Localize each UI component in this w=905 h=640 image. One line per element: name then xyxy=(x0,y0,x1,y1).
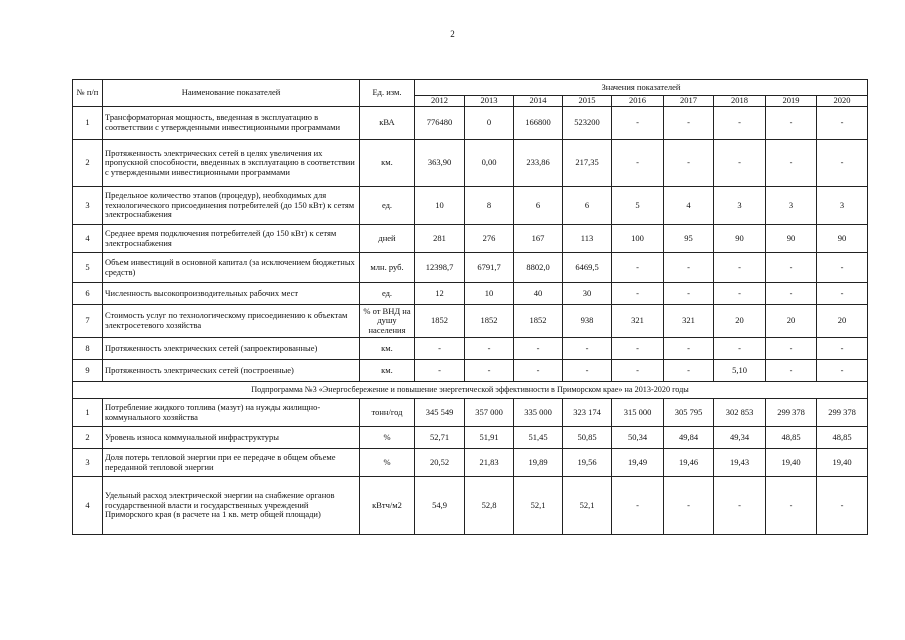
value-cell: - xyxy=(514,338,563,360)
value-cell: 19,46 xyxy=(664,449,714,477)
value-cell: - xyxy=(766,253,817,283)
value-cell: 113 xyxy=(563,225,612,253)
value-cell: 19,49 xyxy=(612,449,664,477)
value-cell: 51,45 xyxy=(514,427,563,449)
indicator-name: Потребление жидкого топлива (мазут) на нужды жилищно-коммунального хозяйства xyxy=(103,399,360,427)
value-cell: - xyxy=(817,107,868,140)
unit-cell: км. xyxy=(360,338,415,360)
value-cell: 1852 xyxy=(465,305,514,338)
value-cell: - xyxy=(612,360,664,382)
header-name: Наименование показателей xyxy=(103,80,360,107)
table-header-row xyxy=(73,80,868,96)
unit-cell: млн. руб. xyxy=(360,253,415,283)
value-cell: - xyxy=(563,338,612,360)
value-cell: - xyxy=(612,477,664,535)
row-number: 2 xyxy=(73,427,103,449)
year-header: 2012 xyxy=(415,96,465,107)
value-cell: 12 xyxy=(415,283,465,305)
value-cell: - xyxy=(465,360,514,382)
value-cell: - xyxy=(714,140,766,187)
value-cell: 100 xyxy=(612,225,664,253)
unit-cell: тонн/год xyxy=(360,399,415,427)
row-number: 8 xyxy=(73,338,103,360)
year-header: 2013 xyxy=(465,96,514,107)
value-cell: 776480 xyxy=(415,107,465,140)
value-cell: - xyxy=(612,253,664,283)
value-cell: 30 xyxy=(563,283,612,305)
value-cell: 1852 xyxy=(415,305,465,338)
value-cell: 299 378 xyxy=(817,399,868,427)
value-cell: 363,90 xyxy=(415,140,465,187)
indicator-name: Доля потерь тепловой энергии при ее передаче в общем объеме переданной тепловой энергии xyxy=(103,449,360,477)
indicator-name: Удельный расход электрической энергии на снабжение органов государственной власти и государственных учреждений Приморского края (в расчете на 1 кв. метр общей площади) xyxy=(103,477,360,535)
indicator-name: Протяженность электрических сетей (построенные) xyxy=(103,360,360,382)
value-cell: 48,85 xyxy=(766,427,817,449)
unit-cell: % xyxy=(360,427,415,449)
value-cell: 54,9 xyxy=(415,477,465,535)
value-cell: 321 xyxy=(612,305,664,338)
value-cell: 19,40 xyxy=(766,449,817,477)
value-cell: - xyxy=(612,107,664,140)
value-cell: 233,86 xyxy=(514,140,563,187)
value-cell: 52,71 xyxy=(415,427,465,449)
value-cell: 3 xyxy=(714,187,766,225)
indicator-name: Численность высокопроизводительных рабочих мест xyxy=(103,283,360,305)
row-number: 9 xyxy=(73,360,103,382)
value-cell: - xyxy=(714,253,766,283)
indicator-name: Протяженность электрических сетей в целях увеличения их пропускной способности, введенных в эксплуатацию в соответствии с утвержденными инвестиционными программами xyxy=(103,140,360,187)
year-header: 2017 xyxy=(664,96,714,107)
row-number: 2 xyxy=(73,140,103,187)
value-cell: - xyxy=(612,283,664,305)
year-header: 2020 xyxy=(817,96,868,107)
value-cell: 4 xyxy=(664,187,714,225)
value-cell: 49,84 xyxy=(664,427,714,449)
unit-cell: км. xyxy=(360,360,415,382)
header-values-title: Значения показателей xyxy=(415,80,868,96)
row-number: 4 xyxy=(73,477,103,535)
indicator-name: Объем инвестиций в основной капитал (за исключением бюджетных средств) xyxy=(103,253,360,283)
value-cell: 5,10 xyxy=(714,360,766,382)
value-cell: - xyxy=(612,338,664,360)
value-cell: - xyxy=(817,253,868,283)
value-cell: - xyxy=(514,360,563,382)
value-cell: - xyxy=(766,338,817,360)
value-cell: - xyxy=(714,107,766,140)
year-header: 2015 xyxy=(563,96,612,107)
unit-cell: % от ВНД на душу населения xyxy=(360,305,415,338)
row-number: 5 xyxy=(73,253,103,283)
value-cell: 3 xyxy=(817,187,868,225)
value-cell: 3 xyxy=(766,187,817,225)
value-cell: 6791,7 xyxy=(465,253,514,283)
value-cell: 50,85 xyxy=(563,427,612,449)
value-cell: 8 xyxy=(465,187,514,225)
value-cell: - xyxy=(766,283,817,305)
row-number: 4 xyxy=(73,225,103,253)
table-row xyxy=(73,187,868,225)
table-row xyxy=(73,305,868,338)
value-cell: - xyxy=(664,283,714,305)
value-cell: 217,35 xyxy=(563,140,612,187)
value-cell: 50,34 xyxy=(612,427,664,449)
year-header: 2016 xyxy=(612,96,664,107)
value-cell: - xyxy=(465,338,514,360)
value-cell: 321 xyxy=(664,305,714,338)
value-cell: 20 xyxy=(766,305,817,338)
section-row xyxy=(73,382,868,399)
indicators-table xyxy=(72,79,868,535)
value-cell: 1852 xyxy=(514,305,563,338)
row-number: 1 xyxy=(73,399,103,427)
page-number: 2 xyxy=(450,29,455,39)
unit-cell: км. xyxy=(360,140,415,187)
value-cell: 938 xyxy=(563,305,612,338)
value-cell: - xyxy=(817,283,868,305)
table-row xyxy=(73,449,868,477)
table-row xyxy=(73,427,868,449)
value-cell: 52,8 xyxy=(465,477,514,535)
value-cell: 90 xyxy=(817,225,868,253)
value-cell: 0 xyxy=(465,107,514,140)
value-cell: 281 xyxy=(415,225,465,253)
indicator-name: Среднее время подключения потребителей (до 150 кВт) к сетям электроснабжения xyxy=(103,225,360,253)
value-cell: - xyxy=(415,338,465,360)
table-row xyxy=(73,107,868,140)
value-cell: - xyxy=(766,360,817,382)
value-cell: 49,34 xyxy=(714,427,766,449)
value-cell: 10 xyxy=(415,187,465,225)
table-body xyxy=(73,107,868,535)
value-cell: - xyxy=(664,140,714,187)
value-cell: - xyxy=(664,253,714,283)
value-cell: 90 xyxy=(714,225,766,253)
row-number: 3 xyxy=(73,449,103,477)
value-cell: 12398,7 xyxy=(415,253,465,283)
value-cell: 19,40 xyxy=(817,449,868,477)
table-row xyxy=(73,225,868,253)
table-row xyxy=(73,477,868,535)
value-cell: 167 xyxy=(514,225,563,253)
year-header: 2014 xyxy=(514,96,563,107)
value-cell: - xyxy=(664,360,714,382)
value-cell: 335 000 xyxy=(514,399,563,427)
value-cell: 19,56 xyxy=(563,449,612,477)
value-cell: 6469,5 xyxy=(563,253,612,283)
value-cell: 345 549 xyxy=(415,399,465,427)
value-cell: - xyxy=(766,107,817,140)
value-cell: 51,91 xyxy=(465,427,514,449)
row-number: 6 xyxy=(73,283,103,305)
value-cell: - xyxy=(714,283,766,305)
value-cell: - xyxy=(817,360,868,382)
value-cell: 315 000 xyxy=(612,399,664,427)
table-row xyxy=(73,399,868,427)
value-cell: 276 xyxy=(465,225,514,253)
table-row xyxy=(73,338,868,360)
value-cell: - xyxy=(817,477,868,535)
value-cell: 52,1 xyxy=(563,477,612,535)
value-cell: 10 xyxy=(465,283,514,305)
row-number: 3 xyxy=(73,187,103,225)
table-row xyxy=(73,140,868,187)
value-cell: 8802,0 xyxy=(514,253,563,283)
unit-cell: кВтч/м2 xyxy=(360,477,415,535)
indicator-name: Трансформаторная мощность, введенная в эксплуатацию в соответствии с утвержденными инвестиционными программами xyxy=(103,107,360,140)
section-title: Подпрограмма №3 «Энергосбережение и повышение энергетической эффективности в Приморском крае» на 2013-2020 годы xyxy=(73,382,868,399)
row-number: 7 xyxy=(73,305,103,338)
value-cell: 20 xyxy=(817,305,868,338)
value-cell: - xyxy=(664,338,714,360)
value-cell: 166800 xyxy=(514,107,563,140)
header-num: № п/п xyxy=(73,80,103,107)
table-row xyxy=(73,253,868,283)
indicator-name: Протяженность электрических сетей (запроектированные) xyxy=(103,338,360,360)
value-cell: 20,52 xyxy=(415,449,465,477)
indicator-name: Предельное количество этапов (процедур), необходимых для технологического присоединения потребителей (до 150 кВт) к сетям электроснабжения xyxy=(103,187,360,225)
value-cell: 299 378 xyxy=(766,399,817,427)
row-number: 1 xyxy=(73,107,103,140)
value-cell: 6 xyxy=(514,187,563,225)
table-row xyxy=(73,360,868,382)
value-cell: 52,1 xyxy=(514,477,563,535)
value-cell: 323 174 xyxy=(563,399,612,427)
value-cell: - xyxy=(766,140,817,187)
value-cell: - xyxy=(563,360,612,382)
value-cell: - xyxy=(817,338,868,360)
value-cell: 0,00 xyxy=(465,140,514,187)
value-cell: 6 xyxy=(563,187,612,225)
indicator-name: Стоимость услуг по технологическому присоединению к объектам электросетевого хозяйства xyxy=(103,305,360,338)
unit-cell: ед. xyxy=(360,187,415,225)
value-cell: 20 xyxy=(714,305,766,338)
value-cell: - xyxy=(612,140,664,187)
value-cell: 5 xyxy=(612,187,664,225)
table-row xyxy=(73,283,868,305)
value-cell: 523200 xyxy=(563,107,612,140)
year-header: 2019 xyxy=(766,96,817,107)
value-cell: - xyxy=(415,360,465,382)
value-cell: 305 795 xyxy=(664,399,714,427)
unit-cell: % xyxy=(360,449,415,477)
value-cell: 95 xyxy=(664,225,714,253)
value-cell: - xyxy=(714,338,766,360)
value-cell: - xyxy=(664,477,714,535)
header-unit: Ед. изм. xyxy=(360,80,415,107)
value-cell: - xyxy=(817,140,868,187)
value-cell: 90 xyxy=(766,225,817,253)
value-cell: - xyxy=(664,107,714,140)
unit-cell: ед. xyxy=(360,283,415,305)
year-header: 2018 xyxy=(714,96,766,107)
value-cell: 21,83 xyxy=(465,449,514,477)
value-cell: - xyxy=(714,477,766,535)
value-cell: 40 xyxy=(514,283,563,305)
value-cell: 19,43 xyxy=(714,449,766,477)
unit-cell: дней xyxy=(360,225,415,253)
value-cell: 302 853 xyxy=(714,399,766,427)
indicator-name: Уровень износа коммунальной инфраструктуры xyxy=(103,427,360,449)
value-cell: 19,89 xyxy=(514,449,563,477)
value-cell: 48,85 xyxy=(817,427,868,449)
value-cell: 357 000 xyxy=(465,399,514,427)
unit-cell: кВА xyxy=(360,107,415,140)
value-cell: - xyxy=(766,477,817,535)
